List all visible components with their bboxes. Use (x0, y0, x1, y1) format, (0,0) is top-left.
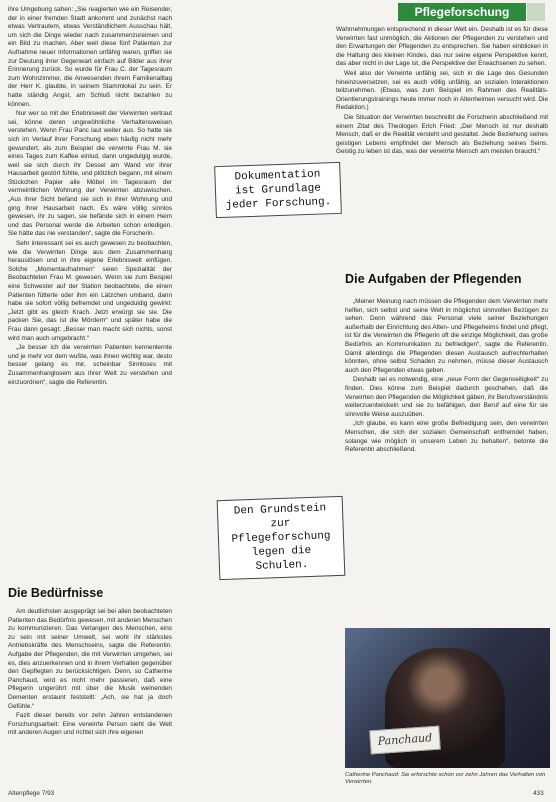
section-rubric: Pflegeforschung (398, 3, 526, 21)
right-column-lower (345, 298, 548, 456)
photo-caption: Catherine Panchaud: Sie erforschte schon vor zehn Jahren das Verhalten von Verwirrten. (345, 772, 546, 786)
paragraph: ihre Umgebung sahen: „Sie reagierten wie ein Reisender, der in einer fremden Stadt ankommt und zunächst nach etwas Vertrautem, etwas Verständlichem Ausschau hält, um sich die Dinge wieder nach zusammenzureimen und ein Bild zu machen. Aber weil diese fünf Patienten zur Aufnahme neuer Informationen unfähig waren, griffen sie zur Deutung ihrer Gegenwart einfach auf Bilder aus ihrer Erinnerung zurück. So wurde für Frau C. der Tagesraum zum Wohnzimmer, die Anwesenden ihrem Familienalltag der Herr K. glaubte, in seinem Stammlokal zu sein. Er hatte ständig Angst, am Schluß nicht bezahlen zu können. (8, 6, 172, 108)
paragraph: „Ich glaube, es kann eine große Befriedigung sein, den verwirrten Menschen, die sich der sozialen Gemeinschaft entfremdet haben, solange wie möglich in unserem Leben zu behalten“, betonte die Referentin abschließend. (345, 420, 548, 454)
pull-quote-documentation: Dokumentation ist Grundlage jeder Forschung. (214, 162, 342, 218)
paragraph: Fazit dieser bereits vor zehn Jahren entstandenen Forschungsarbeit: Eine verwirrte Person sieht die Welt mit anderen Augen und richtet sich ihre eigenen (8, 712, 172, 737)
portrait-photo (345, 628, 550, 768)
heading-aufgaben: Die Aufgaben der Pflegenden (345, 272, 522, 286)
paragraph: Sehr interessant sei es auch gewesen zu beobachten, wie die Verwirrten Dinge aus dem Zusammenhang herauslösen und in ihre eigene Erlebniswelt einfügen. Solche „Momentaufnahmen“ seien Spezialität der Beobachteten Frau M. gewesen. Wenn sie zum Beispiel eine Schwester auf der Station beobachtete, die einen Patienten fütterte oder ihm ein Lätzchen umband, dann habe sie sofort völlig befremdet und ungeduldig gewirkt: „Jetzt gibt es gleich Krach. Jetzt erwürgt sie sie. Die packen Sie, das ist die Mördern“ und später habe die Frau dann gesagt: „Besser man macht sich nichts, sonst wird man auch umgebracht.“ (8, 240, 172, 342)
right-column-top (336, 26, 548, 158)
paragraph: Nur wer so mit der Erlebniswelt der Verwirrten vertraut sei, könne deren ungewöhnliche Verhaltensweisen verstehen. Wenn Frau Panc laut weiter aus. So hatte sie sich im Verlauf ihrer Forschung eben häufig nicht mehr gewundert, als zum Beispiel die verwirrte Frau M. sie eines Tages zum Kaffee einlud, dann ungedulgig wurde, weil sie sich durch ihr Dessel am Wand vor ihrer Hausarbeit gestört fühlte, und plötzlich begann, mit einem Stückchen Papier alle Möbel im Tagesraum der vermeintlichen Wohnung der Verwirrten abzuwischen. „Aus ihrer Sicht befand sie sich in ihrer Wohnung und ging ihrer Hausarbeit nach. Es wäre völlig sinnlos gewesen, ihr zu sagen, sie befände sich in einem Heim und das Personal werde die Arbeiten schon erledigen. Sie hätte das nie verstanden“, sagte die Forscherin. (8, 110, 172, 238)
footer-issue: Altenpflege 7/93 (8, 790, 55, 797)
name-card: Panchaud (369, 726, 441, 755)
paragraph: Deshalb sei es notwendig, eine „neue Form der Gegenseitigkeit“ zu finden. Dies könne zum Beispiel dadurch geschehen, daß die Verwirrten den Pflegenden die Möglichkeit gäben, ihr Berufsverständnis weiterzuentwickeln und sie zu befähigen, den Beruf auf eine für sie sinnvolle Weise auszuüben. (345, 376, 548, 418)
heading-beduerfnisse: Die Bedürfnisse (8, 586, 104, 600)
page-number: 433 (533, 790, 544, 797)
left-column (8, 6, 172, 388)
paragraph: „Meiner Meinung nach müssen die Pflegenden dem Verwirrten mehr helfen, sich selbst und seine Welt in möglichst sinnvollen Bezügen zu sehen. Denn während das Personal viele seiner Beziehungen außerhalb der Einrichtung des Alten- und Pflegeheims findet und pflegt, ist für die Verwirrten die Pflegerin oft die einzige Möglichkeit, das große Bedürfnis an Kommunikation zu befriedigen“, sagte die Referentin. Damit allerdings die Pflegenden diesen Austausch aufrechterhalten könnten, ohne selbst Schaden zu nehmen, müsse dieser Austausch auch den Pflegenden etwas geben. (345, 298, 548, 374)
rubric-accent (527, 3, 545, 21)
left-column-lower (8, 608, 172, 739)
paragraph: Am deutlichsten ausgeprägt sei bei allen beobachteten Patienten das Bedürfnis gewesen, mit anderen Menschen zu kommunizieren. Das Verlangen des Menschen, eins zu sein mit seiner Umwelt, sei wohl ihr stärkstes Antriebskräfte des Menschseins, sagte die Referentin. Aufgabe der Pflegenden, die mit Verwirrten umgehen, sei es, dies anzuerkennen und in ihrem Verhalten gegenüber den Gepflegten zu berücksichtigen. Denn, so Catherine Panchaud, wird es nicht mehr passieren, daß eine Pflegerin ungerührt mit über die Musik weinenden Dementen erstaunt feststellt: „Ach, sie hat ja doch Gefühle.“ (8, 608, 172, 710)
paragraph: Weil also der Verwirrte unfähig sei, sich in die Lage des Gesunden hineinzuversetzen, sei es auch völlig unfähig, an sozialen Interaktionen teilzunehmen. (Etwas, was zum Beispiel im Rahmen des Realitäts-Orientierungstrainings heute immer noch in Altenheimen versucht wird. Die Redaktion.) (336, 69, 548, 112)
paragraph: Wahrnehmungen entsprechend in dieser Welt ein. Deshalb ist es für diese Verwirrten fast unmöglich, die Aktionen der Pflegenden zu verstehen und den Erwartungen der Pflegenden zu entsprechen. Sie haben einblicken in die Haltung des kleinen Kindes, das nur seine eigene Perspektive kennt, das aber nicht in der Lage ist, die Perspektive der Erwachsenen zu sehen. (336, 26, 548, 68)
pull-quote-schools: Den Grundstein zur Pflegeforschung legen die Schulen. (217, 496, 346, 580)
paragraph: „Je besser ich die verwirrten Patienten kennenlernte und je mehr vor dem wußte, was ihnen wichtig war, desto besser gelang es mir, scheinbar Sinnloses mit Zusammenhanglosem aus ihrer Welt zu verstehen und einzuordnen“, sagte die Referentin. (8, 344, 172, 386)
paragraph: Die Situation der Verwirrten beschreibt die Forscherin abschließend mit einem Zitat des Theologen Erich Fried: „Der Mensch ist nur deshalb Mensch, daß er die Realität versteht und gestaltet. Jede Beziehung seines geistigen Lebens empfindet der Mensch als Beziehung seines Seins. Geistig zu leben ist das, was der verwirrte Mensch am meisten braucht.“ (336, 113, 548, 156)
